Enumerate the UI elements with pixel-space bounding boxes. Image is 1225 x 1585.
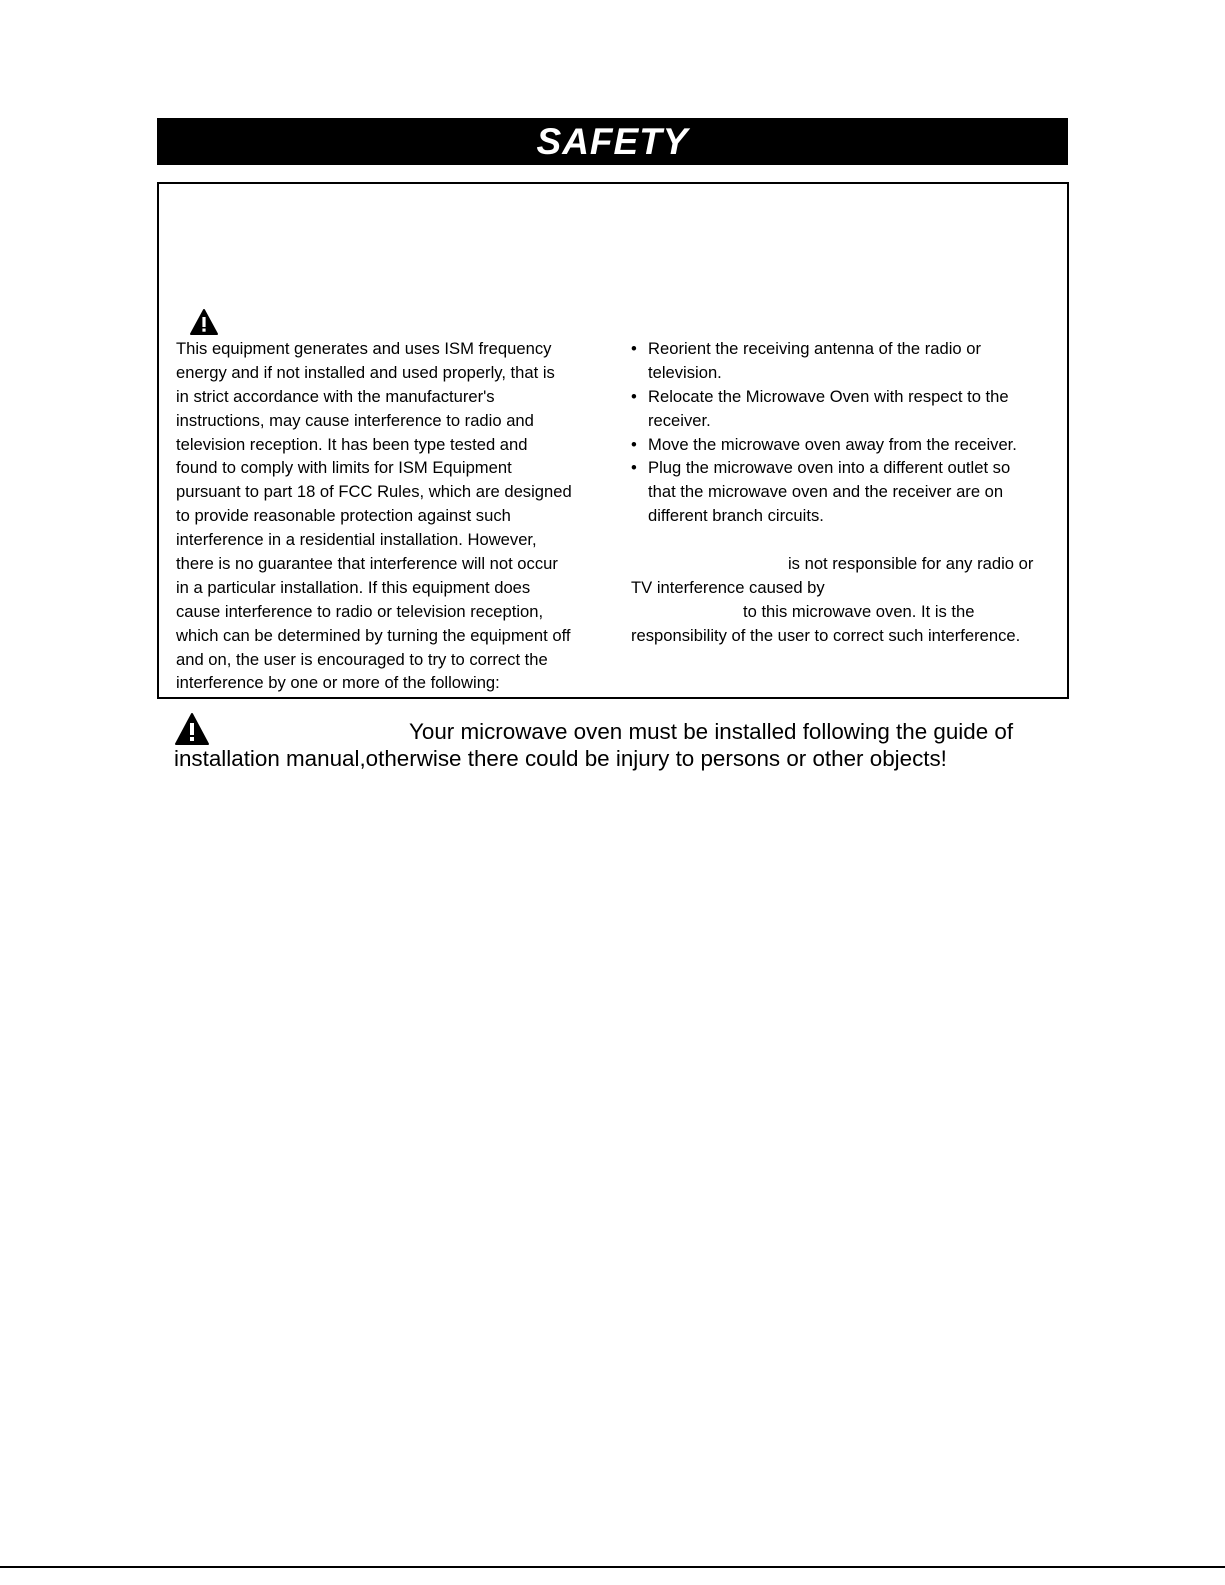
installation-warning-line: Your microwave oven must be installed following the guide of <box>409 719 1014 744</box>
text-line: • Plug the microwave oven into a different outlet so <box>648 458 1011 478</box>
installation-warning <box>174 718 1064 772</box>
text-line: and on, the user is encouraged to try to correct the <box>176 649 548 669</box>
page-bottom-rule <box>0 1566 1225 1568</box>
text-line: pursuant to part 18 of FCC Rules, which are designed <box>176 482 572 502</box>
text-line: TV interference caused by <box>631 577 825 597</box>
text-line: cause interference to radio or television reception, <box>176 601 544 621</box>
list-item <box>631 456 1061 528</box>
text-line: receiver. <box>648 410 711 430</box>
list-item <box>631 337 1061 385</box>
text-line: in a particular installation. If this equipment does <box>176 577 531 597</box>
warning-triangle-icon <box>189 308 219 336</box>
interference-notice-box <box>157 182 1069 699</box>
text-line: • Move the microwave oven away from the receiver. <box>648 434 1017 454</box>
text-line: to this microwave oven. It is the <box>743 601 975 621</box>
text-line: television. <box>648 362 722 382</box>
text-line: responsibility of the user to correct such interference. <box>631 625 1021 645</box>
text-line: This equipment generates and uses ISM frequency <box>176 339 552 358</box>
text-line: instructions, may cause interference to radio and <box>176 410 534 430</box>
text-line: which can be determined by turning the equipment off <box>176 625 571 645</box>
text-line: is not responsible for any radio or <box>788 554 1034 574</box>
responsibility-paragraph <box>631 552 1061 648</box>
text-line: • Relocate the Microwave Oven with respect to the <box>648 386 1009 406</box>
warning-triangle-icon <box>174 712 210 746</box>
page-title: SAFETY <box>536 120 689 162</box>
text-line: that the microwave oven and the receiver are on <box>648 482 1004 502</box>
installation-warning-line: installation manual,otherwise there could be injury to persons or other objects! <box>174 746 947 771</box>
text-line: to provide reasonable protection against such <box>176 506 511 526</box>
text-line: energy and if not installed and used properly, that is <box>176 362 555 382</box>
list-item <box>631 385 1061 433</box>
text-line: • Reorient the receiving antenna of the radio or <box>648 339 982 358</box>
text-line: television reception. It has been type tested and <box>176 434 528 454</box>
text-line: there is no guarantee that interference will not occur <box>176 554 558 574</box>
list-item <box>631 433 1061 457</box>
text-line: interference by one or more of the following: <box>176 673 500 693</box>
section-banner <box>157 118 1068 165</box>
text-line: found to comply with limits for ISM Equipment <box>176 458 512 478</box>
corrective-measures <box>631 337 1061 648</box>
interference-explanation <box>176 337 621 695</box>
corrective-measures-list <box>631 337 1061 528</box>
text-line: interference in a residential installation. However, <box>176 530 537 550</box>
text-line: different branch circuits. <box>648 506 824 526</box>
text-line: in strict accordance with the manufacturer's <box>176 386 495 406</box>
